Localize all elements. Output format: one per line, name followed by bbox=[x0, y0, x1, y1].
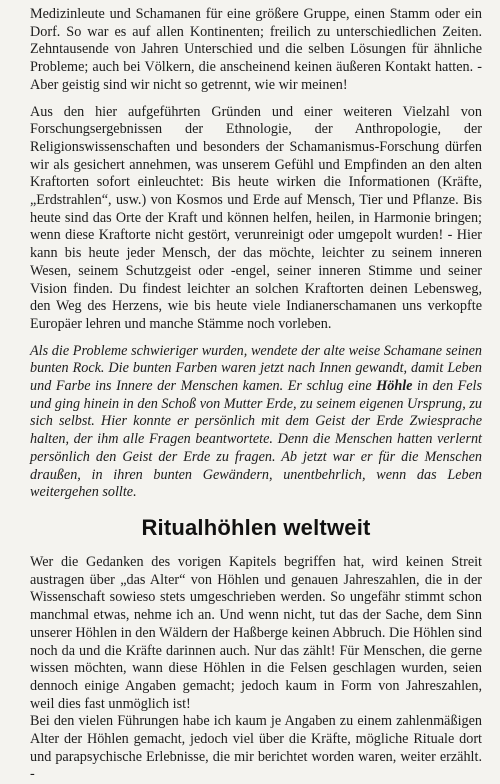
story-keyword-hoehle: Höhle bbox=[376, 378, 413, 395]
paragraph-gap bbox=[30, 334, 482, 343]
story-text-start: Als die Probleme schwieriger wurden, wendete der alte weise Schamane seinen bunten Rock. Die bunten Farben waren jetzt nach Innen gewandt, damit Leben und Farbe ins Innere der Menschen kamen. Er schlug eine bbox=[30, 342, 482, 395]
book-page bbox=[30, 6, 482, 783]
paragraph-power-places: Aus den hier aufgeführten Gründen und einer weiteren Vielzahl von Forschungsergebnissen der Ethnologie, der Anthropologie, der Religionswissenschaften und besonders der Schamanismus-Forschung dürfen wir als gesichert annehmen, was unserem Gefühl und Empfinden an den alten Kraftorten sofort einleuchtet: Bis heute wirken die Informationen (Kräfte, „Erdstrahlen“, usw.) von Kosmos und Erde auf Mensch, Tier und Pflanze. Bis heute sind das Orte der Kraft und können helfen, heilen, in Harmonie bringen; wenn diese Kraftorte nicht gestört, verunreinigt oder umgepolt wurden! - Hier kann bis heute jeder Mensch, der das möchte, leichter zu seinem inneren Wesen, seinem Schutzgeist oder -engel, seiner inneren Stimme und seiner Vision finden. Du findest leichter an solchen Kraftorten deinen Lebensweg, den Weg des Herzens, wie bis heute viele Indianerschamanen uns verkopfte Europäer lehren und manche Stämme noch vorleben. bbox=[30, 103, 482, 332]
section-heading: Ritualhöhlen weltweit bbox=[141, 514, 371, 540]
paragraph-shaman-story bbox=[30, 343, 482, 502]
story-text-end: in den Fels und ging hinein in den Schoß von Mutter Erde, zu seinem eigenen Ursprung, zu sich selbst. Hier konnte er persönlich mit dem Geist der Erde Zwiesprache halten, der ihm alle Fragen beantwortete. Denn die Menschen hatten verlernt persönlich den Geist der Erde zu fragen. Ab jetzt war er für die Menschen draußen, in ihren bunten Gewändern, unentbehrlich, wenn das Leben weitergehen sollte. bbox=[30, 378, 482, 501]
paragraph-guided-tours: Bei den vielen Führungen habe ich kaum je Angaben zu einem zahlenmäßigen Alter der Höhlen gemacht, jedoch viel über die Kräfte, mögliche Rituale dort und parapsychische Erlebnisse, die mir berichtet worden waren, weiter erzählt. - bbox=[30, 713, 482, 783]
paragraph-cave-age: Wer die Gedanken des vorigen Kapitels begriffen hat, wird keinen Streit austragen über „das Alter“ von Höhlen und genauen Jahreszahlen, die in der Wissenschaft sowieso stets umgeschrieben werden. So ungefähr stimmt schon manchmal etwas, nehme ich an. Und wenn nicht, tut das der Sache, dem Sinn unserer Höhlen in den Wäldern der Haßberge keinen Abbruch. Die Höhlen sind noch da und die Kräfte darinnen auch. Nur das zählt! Für Menschen, die gerne wissen möchten, wann diese Höhlen in die Felsen geschlagen wurden, seien dennoch einige Angaben gemacht; jedoch kaum in Form von Jahreszahlen, weil dies fast unmöglich ist! bbox=[30, 553, 482, 712]
heading-container bbox=[30, 502, 482, 554]
paragraph-shamans-continents: Medizinleute und Schamanen für eine größere Gruppe, einen Stamm oder ein Dorf. So war es auf allen Kontinenten; freilich zu unterschiedlichen Zeiten. Zehntausende von Jahren Unterschied und die selben Lösungen für ähnliche Probleme; auch bei Völkern, die anscheinend keinen äußeren Kontakt hatten. - Aber geistig sind wir nicht so getrennt, wie wir meinen! bbox=[30, 6, 482, 93]
paragraph-gap bbox=[30, 95, 482, 104]
